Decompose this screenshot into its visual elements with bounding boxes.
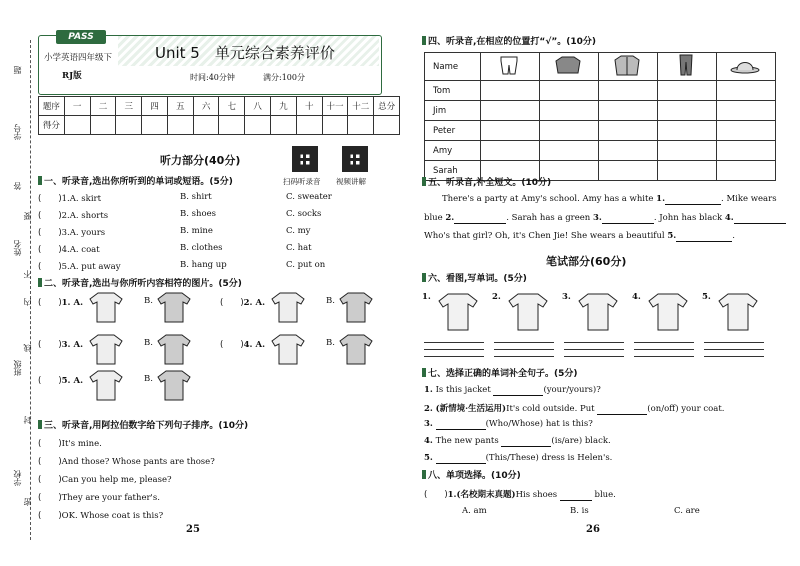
page-number: 26 <box>586 524 600 535</box>
blank[interactable] <box>436 453 486 464</box>
checkmark-grid <box>424 52 776 181</box>
check-cell[interactable] <box>599 121 658 141</box>
section-title: 八、单项选择。(10分) <box>422 468 521 481</box>
answer-paren[interactable]: ( ) <box>38 228 62 238</box>
passage-line: There's a party at Amy's school. Amy has a white 1. . Mike wears <box>442 194 777 204</box>
s2-item: ( )1. A. <box>38 298 84 308</box>
answer-paren[interactable]: ( ) <box>38 245 62 255</box>
section-title: 七、选择正确的单词补全句子。(5分) <box>422 366 578 379</box>
score-cell: 九 <box>271 97 297 116</box>
picture-number: 1. <box>422 292 431 302</box>
score-cell: 五 <box>167 97 193 116</box>
blank[interactable] <box>676 231 732 242</box>
fill-sentence: 2. (新情境·生活运用)It's cold outside. Put (on/off) your coat. <box>424 404 725 414</box>
score-cell: 总分 <box>374 97 400 116</box>
margin-label: 要 <box>23 212 32 220</box>
check-cell[interactable] <box>717 121 776 141</box>
margin-label: 线 <box>23 344 32 352</box>
score-input[interactable] <box>374 116 400 135</box>
score-cell: 得分 <box>39 116 65 135</box>
writing-line[interactable] <box>494 349 554 350</box>
edition-label: RJ版 <box>62 71 82 81</box>
qr-video-label: 视频讲解 <box>336 177 366 186</box>
grid-header-pants <box>658 53 717 81</box>
answer-paren[interactable]: ( ) <box>38 475 62 485</box>
option-label: B. <box>144 338 153 348</box>
section-title: 四、听录音,在相应的位置打“√”。(10分) <box>422 34 596 47</box>
writing-line[interactable] <box>564 356 624 357</box>
blank[interactable] <box>501 436 551 447</box>
sweater-icon <box>548 54 588 76</box>
sweater-icon <box>156 290 192 324</box>
margin-label: 答 <box>13 182 22 190</box>
page-title: Unit 5 单元综合素养评价 <box>155 44 335 62</box>
blank[interactable] <box>734 213 786 224</box>
passage-line: Who's that girl? Oh, it's Chen Jie! She wears a beautiful 5. . <box>424 231 735 241</box>
score-input[interactable] <box>296 116 322 135</box>
s1-item: ( )5.A. put away <box>38 262 121 272</box>
option-label: B. <box>144 296 153 306</box>
writing-line[interactable] <box>424 349 484 350</box>
check-cell[interactable] <box>658 141 717 161</box>
score-input[interactable] <box>116 116 142 135</box>
grid-name: Peter <box>425 121 481 141</box>
option: B. mine <box>180 226 213 236</box>
answer-paren[interactable]: ( ) <box>38 340 62 350</box>
check-cell[interactable] <box>599 101 658 121</box>
time-label: 时间:40分钟 <box>190 73 235 82</box>
coat-icon <box>607 54 647 76</box>
option: C. sweater <box>286 192 332 202</box>
grid-header-sweater <box>540 53 599 81</box>
s1-item: ( )1.A. skirt <box>38 194 102 204</box>
writing-title: 笔试部分(60分) <box>546 255 627 268</box>
qr-code-icon[interactable] <box>292 146 318 172</box>
check-cell[interactable] <box>540 141 599 161</box>
sentence-item: ( )Can you help me, please? <box>38 475 172 485</box>
section-title: 六、看图,写单词。(5分) <box>422 271 527 284</box>
answer-paren[interactable]: ( ) <box>38 511 62 521</box>
answer-paren[interactable]: ( ) <box>220 298 244 308</box>
grid-name: Tom <box>425 81 481 101</box>
margin-label: 密 <box>23 498 32 506</box>
option[interactable]: B. is <box>570 506 589 516</box>
grid-name: Jim <box>425 101 481 121</box>
s1-item: ( )3.A. yours <box>38 228 106 238</box>
check-cell[interactable] <box>717 81 776 101</box>
score-input[interactable] <box>90 116 116 135</box>
writing-line[interactable] <box>494 342 554 343</box>
grid-row <box>425 81 776 101</box>
section-title: 三、听录音,用阿拉伯数字给下列句子排序。(10分) <box>38 418 248 431</box>
picture-number: 3. <box>562 292 571 302</box>
blank[interactable] <box>602 213 654 224</box>
section-title: 二、听录音,选出与你所听内容相符的图片。(5分) <box>38 276 242 289</box>
s2-item: ( )3. A. <box>38 340 84 350</box>
margin-label: 班级 <box>13 360 22 376</box>
answer-paren[interactable]: ( ) <box>38 376 62 386</box>
shirt-icon <box>436 290 480 334</box>
passage-line: blue 2. . Sarah has a green 3. . John has black 4. <box>424 213 786 224</box>
check-cell[interactable] <box>540 121 599 141</box>
blank[interactable] <box>454 213 506 224</box>
check-cell[interactable] <box>599 161 658 181</box>
right-page <box>400 0 800 566</box>
blank[interactable] <box>597 404 647 415</box>
picture-number: 5. <box>702 292 711 302</box>
skirt-icon <box>156 332 192 366</box>
writing-line[interactable] <box>704 349 764 350</box>
grid-row <box>425 121 776 141</box>
check-cell[interactable] <box>717 161 776 181</box>
option: B. clothes <box>180 243 223 253</box>
grade-label: 小学英语四年级下 <box>44 53 113 63</box>
section-title: 五、听录音,补全短文。(10分) <box>422 175 551 188</box>
s2-item: ( )4. A. <box>220 340 266 350</box>
dress-icon <box>88 368 124 402</box>
score-cell: 八 <box>245 97 271 116</box>
writing-line[interactable] <box>494 356 554 357</box>
grid-name: Sarah <box>425 161 481 181</box>
check-cell[interactable] <box>540 101 599 121</box>
jacket-icon <box>646 290 690 334</box>
score-table <box>38 96 400 135</box>
s1-item: ( )4.A. coat <box>38 245 100 255</box>
check-cell[interactable] <box>658 161 717 181</box>
blank[interactable] <box>665 194 721 205</box>
check-cell[interactable] <box>481 141 540 161</box>
score-input[interactable] <box>219 116 245 135</box>
writing-line[interactable] <box>704 342 764 343</box>
score-input[interactable] <box>142 116 168 135</box>
answer-paren[interactable]: ( ) <box>38 211 62 221</box>
score-cell: 十一 <box>322 97 348 116</box>
sentence-item: ( )OK. Whose coat is this? <box>38 511 164 521</box>
option[interactable]: A. am <box>462 506 487 516</box>
check-cell[interactable] <box>658 121 717 141</box>
sentence-item: ( )It's mine. <box>38 439 102 449</box>
shoes-icon <box>270 332 306 366</box>
margin-label: 学号 <box>13 124 22 140</box>
grid-header-shorts <box>481 53 540 81</box>
fill-sentence: 4. The new pants (is/are) black. <box>424 436 611 446</box>
blank[interactable] <box>560 490 592 501</box>
answer-paren[interactable]: ( ) <box>38 194 62 204</box>
score-cell: 二 <box>90 97 116 116</box>
picture-number: 2. <box>492 292 501 302</box>
check-cell[interactable] <box>717 101 776 121</box>
score-input[interactable] <box>193 116 219 135</box>
sweater-icon <box>576 290 620 334</box>
jacket-icon <box>88 290 124 324</box>
answer-paren[interactable]: ( ) <box>38 439 62 449</box>
shirt-icon <box>338 290 374 324</box>
sentence-item: ( )They are your father's. <box>38 493 160 503</box>
check-cell[interactable] <box>540 81 599 101</box>
skirt-icon <box>716 290 760 334</box>
check-cell[interactable] <box>599 141 658 161</box>
score-cell: 四 <box>142 97 168 116</box>
margin-label: 内 <box>23 298 32 306</box>
qr-scan-label: 扫码听录音 <box>283 177 321 186</box>
grid-header: Name <box>425 53 481 81</box>
option: C. hat <box>286 243 312 253</box>
fill-sentence: 1. Is this jacket (your/yours)? <box>424 385 601 395</box>
shorts-icon <box>489 54 529 76</box>
blank[interactable] <box>436 419 486 430</box>
s1-item: ( )2.A. shorts <box>38 211 109 221</box>
score-cell: 三 <box>116 97 142 116</box>
check-cell[interactable] <box>658 101 717 121</box>
check-cell[interactable] <box>481 81 540 101</box>
score-cell: 十二 <box>348 97 374 116</box>
writing-line[interactable] <box>634 342 694 343</box>
answer-paren[interactable]: ( ) <box>38 493 62 503</box>
writing-line[interactable] <box>634 349 694 350</box>
writing-line[interactable] <box>424 342 484 343</box>
mc-question: ( )1.(名校期末真题)His shoes blue. <box>424 490 616 500</box>
score-input[interactable] <box>167 116 193 135</box>
score-cell: 一 <box>64 97 90 116</box>
option: B. shirt <box>180 192 212 202</box>
pants-icon <box>666 54 706 76</box>
answer-paren[interactable]: ( ) <box>220 340 244 350</box>
option: C. socks <box>286 209 322 219</box>
option: C. my <box>286 226 311 236</box>
score-cell: 六 <box>193 97 219 116</box>
sentence-item: ( )And those? Whose pants are those? <box>38 457 215 467</box>
s2-item: ( )2. A. <box>220 298 266 308</box>
hat-icon <box>725 54 765 76</box>
option-label: B. <box>326 338 335 348</box>
option: B. shoes <box>180 209 216 219</box>
score-label: 满分:100分 <box>263 73 305 82</box>
writing-line[interactable] <box>424 356 484 357</box>
score-input[interactable] <box>348 116 374 135</box>
page-number: 25 <box>186 524 200 535</box>
score-cell: 十 <box>296 97 322 116</box>
option[interactable]: C. are <box>674 506 700 516</box>
s2-item: ( )5. A. <box>38 376 84 386</box>
check-cell[interactable] <box>658 81 717 101</box>
answer-paren[interactable]: ( ) <box>38 262 62 272</box>
score-cell: 题序 <box>39 97 65 116</box>
writing-line[interactable] <box>564 349 624 350</box>
grid-row <box>425 101 776 121</box>
answer-paren[interactable]: ( ) <box>38 298 62 308</box>
margin-label: 姓名 <box>13 240 22 256</box>
pass-logo: PASS <box>56 30 106 44</box>
fill-sentence: 3. (Who/Whose) hat is this? <box>424 419 593 429</box>
score-input[interactable] <box>245 116 271 135</box>
margin-label: 不 <box>23 270 32 278</box>
grid-header-coat <box>599 53 658 81</box>
picture-number: 4. <box>632 292 641 302</box>
score-cell: 七 <box>219 97 245 116</box>
option: B. hang up <box>180 260 227 270</box>
socks-icon <box>338 332 374 366</box>
margin-label: 学校 <box>13 470 22 486</box>
qr-code-icon[interactable] <box>342 146 368 172</box>
fill-sentence: 5. (This/These) dress is Helen's. <box>424 453 613 463</box>
tshirt-icon <box>270 290 306 324</box>
answer-paren[interactable]: ( ) <box>38 457 62 467</box>
writing-line[interactable] <box>704 356 764 357</box>
option: C. put on <box>286 260 326 270</box>
writing-line[interactable] <box>564 342 624 343</box>
check-cell[interactable] <box>717 141 776 161</box>
binding-line <box>30 40 31 540</box>
grid-header-hat <box>717 53 776 81</box>
option-label: B. <box>326 296 335 306</box>
shorts-icon <box>88 332 124 366</box>
grid-row <box>425 141 776 161</box>
check-cell[interactable] <box>481 121 540 141</box>
coat-icon <box>156 368 192 402</box>
option-label: B. <box>144 374 153 384</box>
blank[interactable] <box>493 385 543 396</box>
writing-line[interactable] <box>634 356 694 357</box>
check-cell[interactable] <box>599 81 658 101</box>
score-input[interactable] <box>322 116 348 135</box>
listening-title: 听力部分(40分) <box>160 154 241 167</box>
score-input[interactable] <box>64 116 90 135</box>
section-title: 一、听录音,选出你所听到的单词或短语。(5分) <box>38 174 233 187</box>
margin-label: 题 <box>13 66 22 74</box>
margin-label: 封 <box>23 416 32 424</box>
socks-icon <box>506 290 550 334</box>
score-input[interactable] <box>271 116 297 135</box>
grid-name: Amy <box>425 141 481 161</box>
check-cell[interactable] <box>481 101 540 121</box>
